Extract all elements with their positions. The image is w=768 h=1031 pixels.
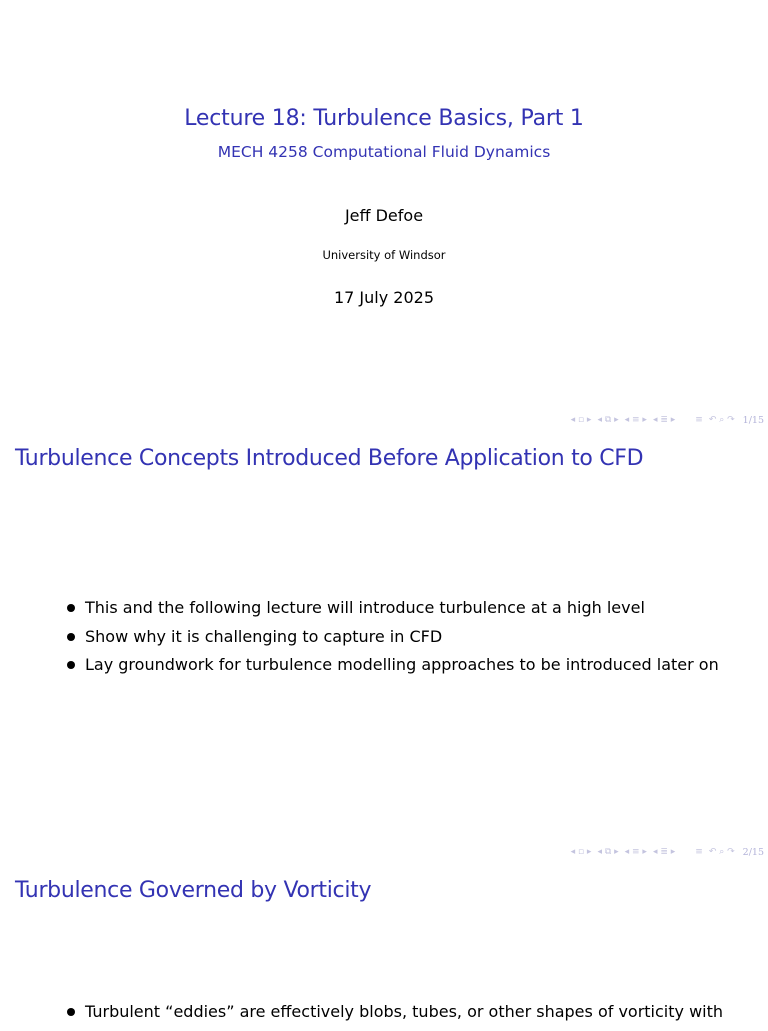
frame-title: Turbulence Governed by Vorticity [15, 878, 372, 903]
bullet-icon [67, 633, 75, 641]
course-subtitle: MECH 4258 Computational Fluid Dynamics [217, 143, 551, 161]
bullet-list [67, 598, 719, 684]
title-slide [0, 0, 768, 432]
content-slide-3 [0, 864, 768, 1024]
frame-title: Turbulence Concepts Introduced Before Application to CFD [15, 446, 644, 471]
nav-first-icon[interactable]: ◂ ▫ ▸ [570, 847, 592, 857]
bullet-icon [67, 1008, 75, 1016]
nav-search-icon[interactable]: ↶ ⌕ ↷ [708, 847, 735, 857]
page-number: 1/15 [742, 414, 764, 426]
bullet-icon [67, 661, 75, 669]
nav-frame-icon[interactable]: ◂ ⧉ ▸ [597, 847, 619, 857]
nav-section-icon[interactable]: ≡ [695, 415, 703, 425]
nav-search-icon[interactable]: ↶ ⌕ ↷ [708, 415, 735, 425]
nav-section-icon[interactable]: ≡ [695, 847, 703, 857]
author-name: Jeff Defoe [344, 206, 424, 225]
page-number: 2/15 [742, 846, 764, 858]
list-item: Turbulent “eddies” are effectively blobs, tubes, or other shapes of vorticity with [67, 1002, 723, 1031]
bullet-icon [67, 604, 75, 612]
list-item: This and the following lecture will introduce turbulence at a high level [67, 598, 719, 627]
nav-section-icon[interactable]: ◂ ≣ ▸ [652, 847, 676, 857]
nav-first-icon[interactable]: ◂ ▫ ▸ [570, 415, 592, 425]
beamer-navigation-bar [518, 845, 764, 859]
bullet-list [67, 1002, 723, 1031]
list-item: Lay groundwork for turbulence modelling approaches to be introduced later on [67, 655, 719, 684]
beamer-navigation-bar [518, 413, 764, 427]
nav-frame-icon[interactable]: ◂ ⧉ ▸ [597, 415, 619, 425]
nav-subsection-icon[interactable]: ◂ ≡ ▸ [624, 415, 647, 425]
nav-section-icon[interactable]: ◂ ≣ ▸ [652, 415, 676, 425]
institute-name: University of Windsor [322, 248, 446, 262]
lecture-date: 17 July 2025 [333, 288, 435, 307]
content-slide-2 [0, 432, 768, 864]
list-item: Show why it is challenging to capture in CFD [67, 627, 719, 656]
nav-subsection-icon[interactable]: ◂ ≡ ▸ [624, 847, 647, 857]
lecture-title: Lecture 18: Turbulence Basics, Part 1 [184, 106, 584, 131]
